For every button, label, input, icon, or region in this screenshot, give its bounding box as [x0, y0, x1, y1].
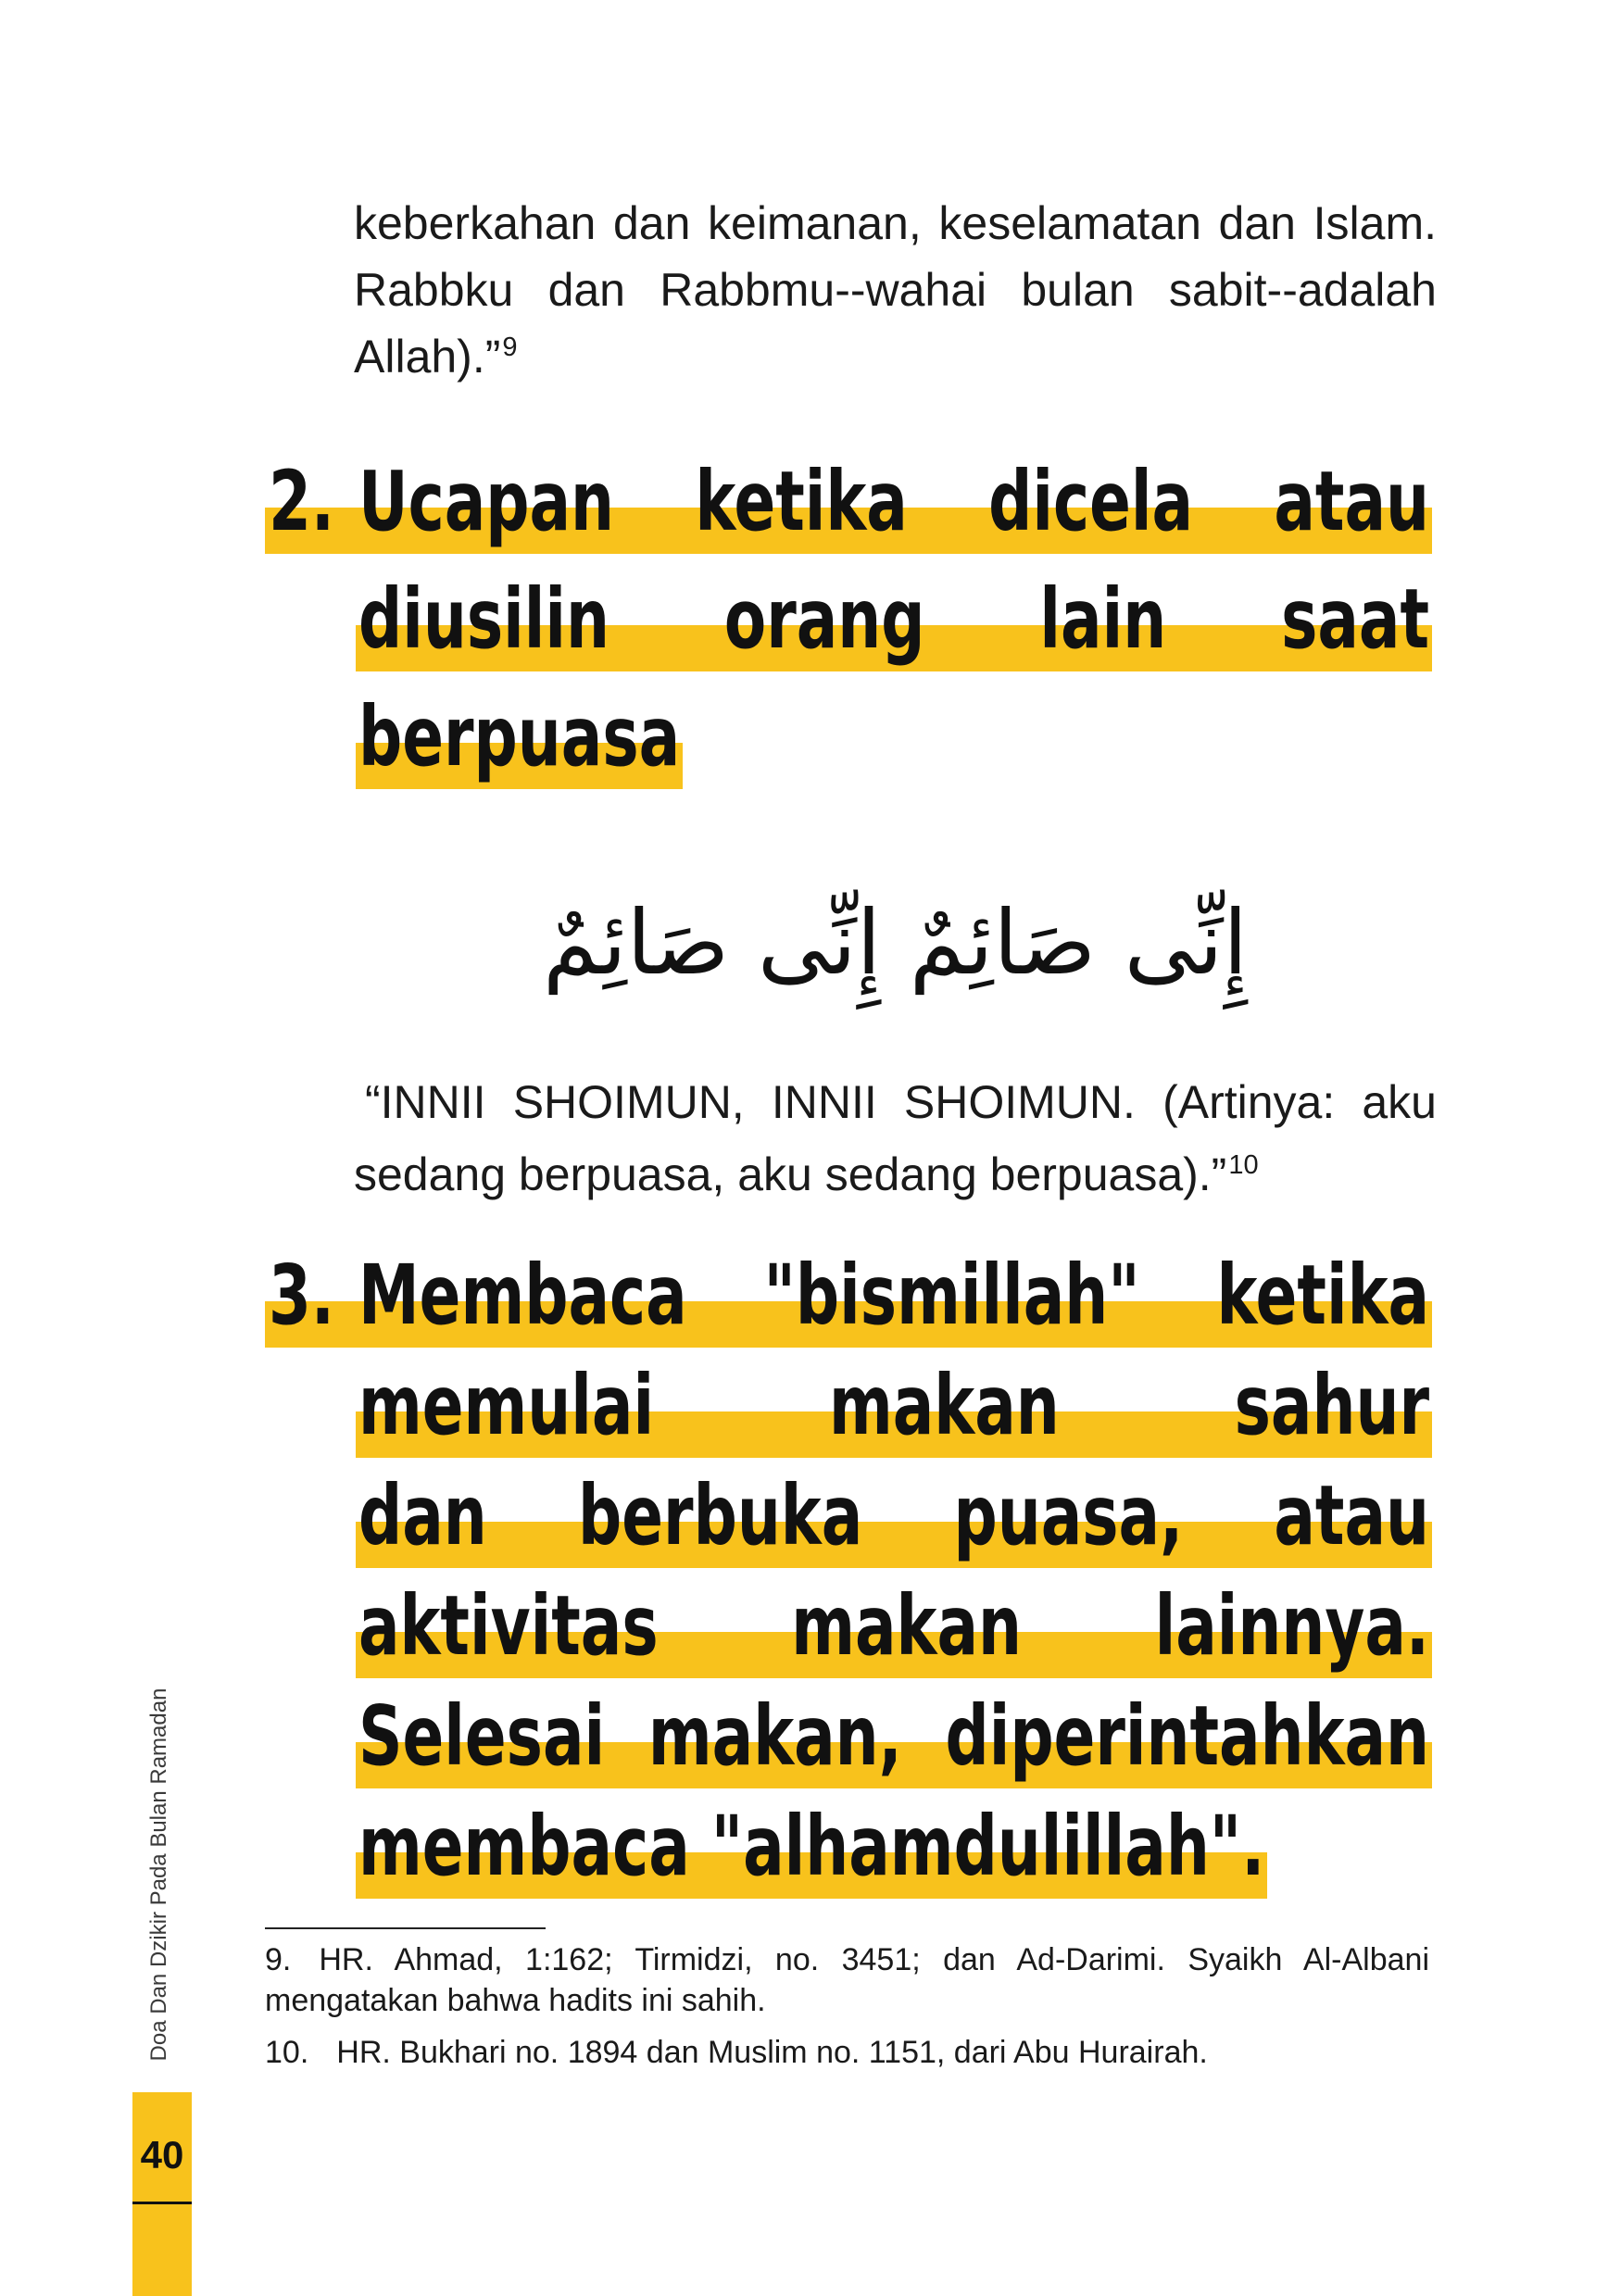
intro-paragraph: [354, 190, 1437, 390]
footnote-line: mengatakan bahwa hadits ini sahih.: [265, 1983, 766, 2018]
paragraph-line: [354, 1138, 1437, 1211]
heading-text: memulai makan sahur: [358, 1357, 1429, 1454]
heading-text: berpuasa: [358, 688, 681, 785]
footnote-number: 10.: [265, 2035, 309, 2070]
paragraph-line: “INNII SHOIMUN, INNII SHOIMUN. (Artinya: aku: [365, 1076, 1437, 1128]
heading-text: membaca "alhamdulillah".: [358, 1798, 1265, 1895]
footnote-number: 9.: [265, 1942, 292, 1977]
page-number-tab: [132, 2092, 192, 2296]
footnote-line: [265, 2032, 1429, 2073]
heading-text: aktivitas makan lainnya.: [358, 1577, 1429, 1675]
paragraph-text: sedang berpuasa, aku sedang berpuasa).”: [354, 1148, 1227, 1200]
section-2-heading: [0, 450, 1621, 803]
heading-line: [358, 685, 680, 803]
footnote-text: HR. Ahmad, 1:162; Tirmidzi, no. 3451; dan Ad-Darimi. Syaikh Al-Albani: [319, 1942, 1429, 1977]
translation-paragraph: [354, 1066, 1437, 1211]
running-title: Doa Dan Dzikir Pada Bulan Ramadan: [146, 1687, 171, 2062]
paragraph-line: keberkahan dan keimanan, keselamatan dan Islam.: [354, 197, 1437, 249]
heading-text: Selesai makan, diperintahkan: [358, 1687, 1429, 1785]
footnote-reference: 9: [502, 332, 518, 363]
arabic-prayer-text: إِنِّى صَائِمٌ إِنِّى صَائِمٌ: [542, 891, 1249, 995]
paragraph-line: Rabbku dan Rabbmu--wahai bulan sabit--adalah: [354, 264, 1437, 316]
paragraph-text: Allah).”: [354, 331, 501, 383]
section-number: 2.: [269, 453, 334, 550]
page-number: 40: [140, 2133, 184, 2177]
paragraph-line: [354, 323, 1437, 390]
heading-text: Ucapan ketika dicela atau: [358, 453, 1429, 550]
footnote-text: HR. Bukhari no. 1894 dan Muslim no. 1151, dari Abu Hurairah.: [336, 2035, 1208, 2070]
heading-line: [358, 1799, 1264, 1909]
footnote-separator: [265, 1927, 546, 1929]
heading-text: dan berbuka puasa, atau: [358, 1467, 1429, 1564]
heading-text: Membaca "bismillah" ketika: [358, 1247, 1429, 1344]
footnote: [265, 2032, 1429, 2073]
footnote-line: [265, 1939, 1429, 1980]
footnote-reference: 10: [1228, 1150, 1259, 1181]
section-3-heading: [0, 1248, 1621, 1909]
heading-text: diusilin orang lain saat: [358, 571, 1429, 668]
section-number: 3.: [269, 1247, 334, 1344]
footnotes: [265, 1939, 1429, 2073]
page-number-rule: [132, 2202, 192, 2204]
footnote: [265, 1939, 1429, 2021]
